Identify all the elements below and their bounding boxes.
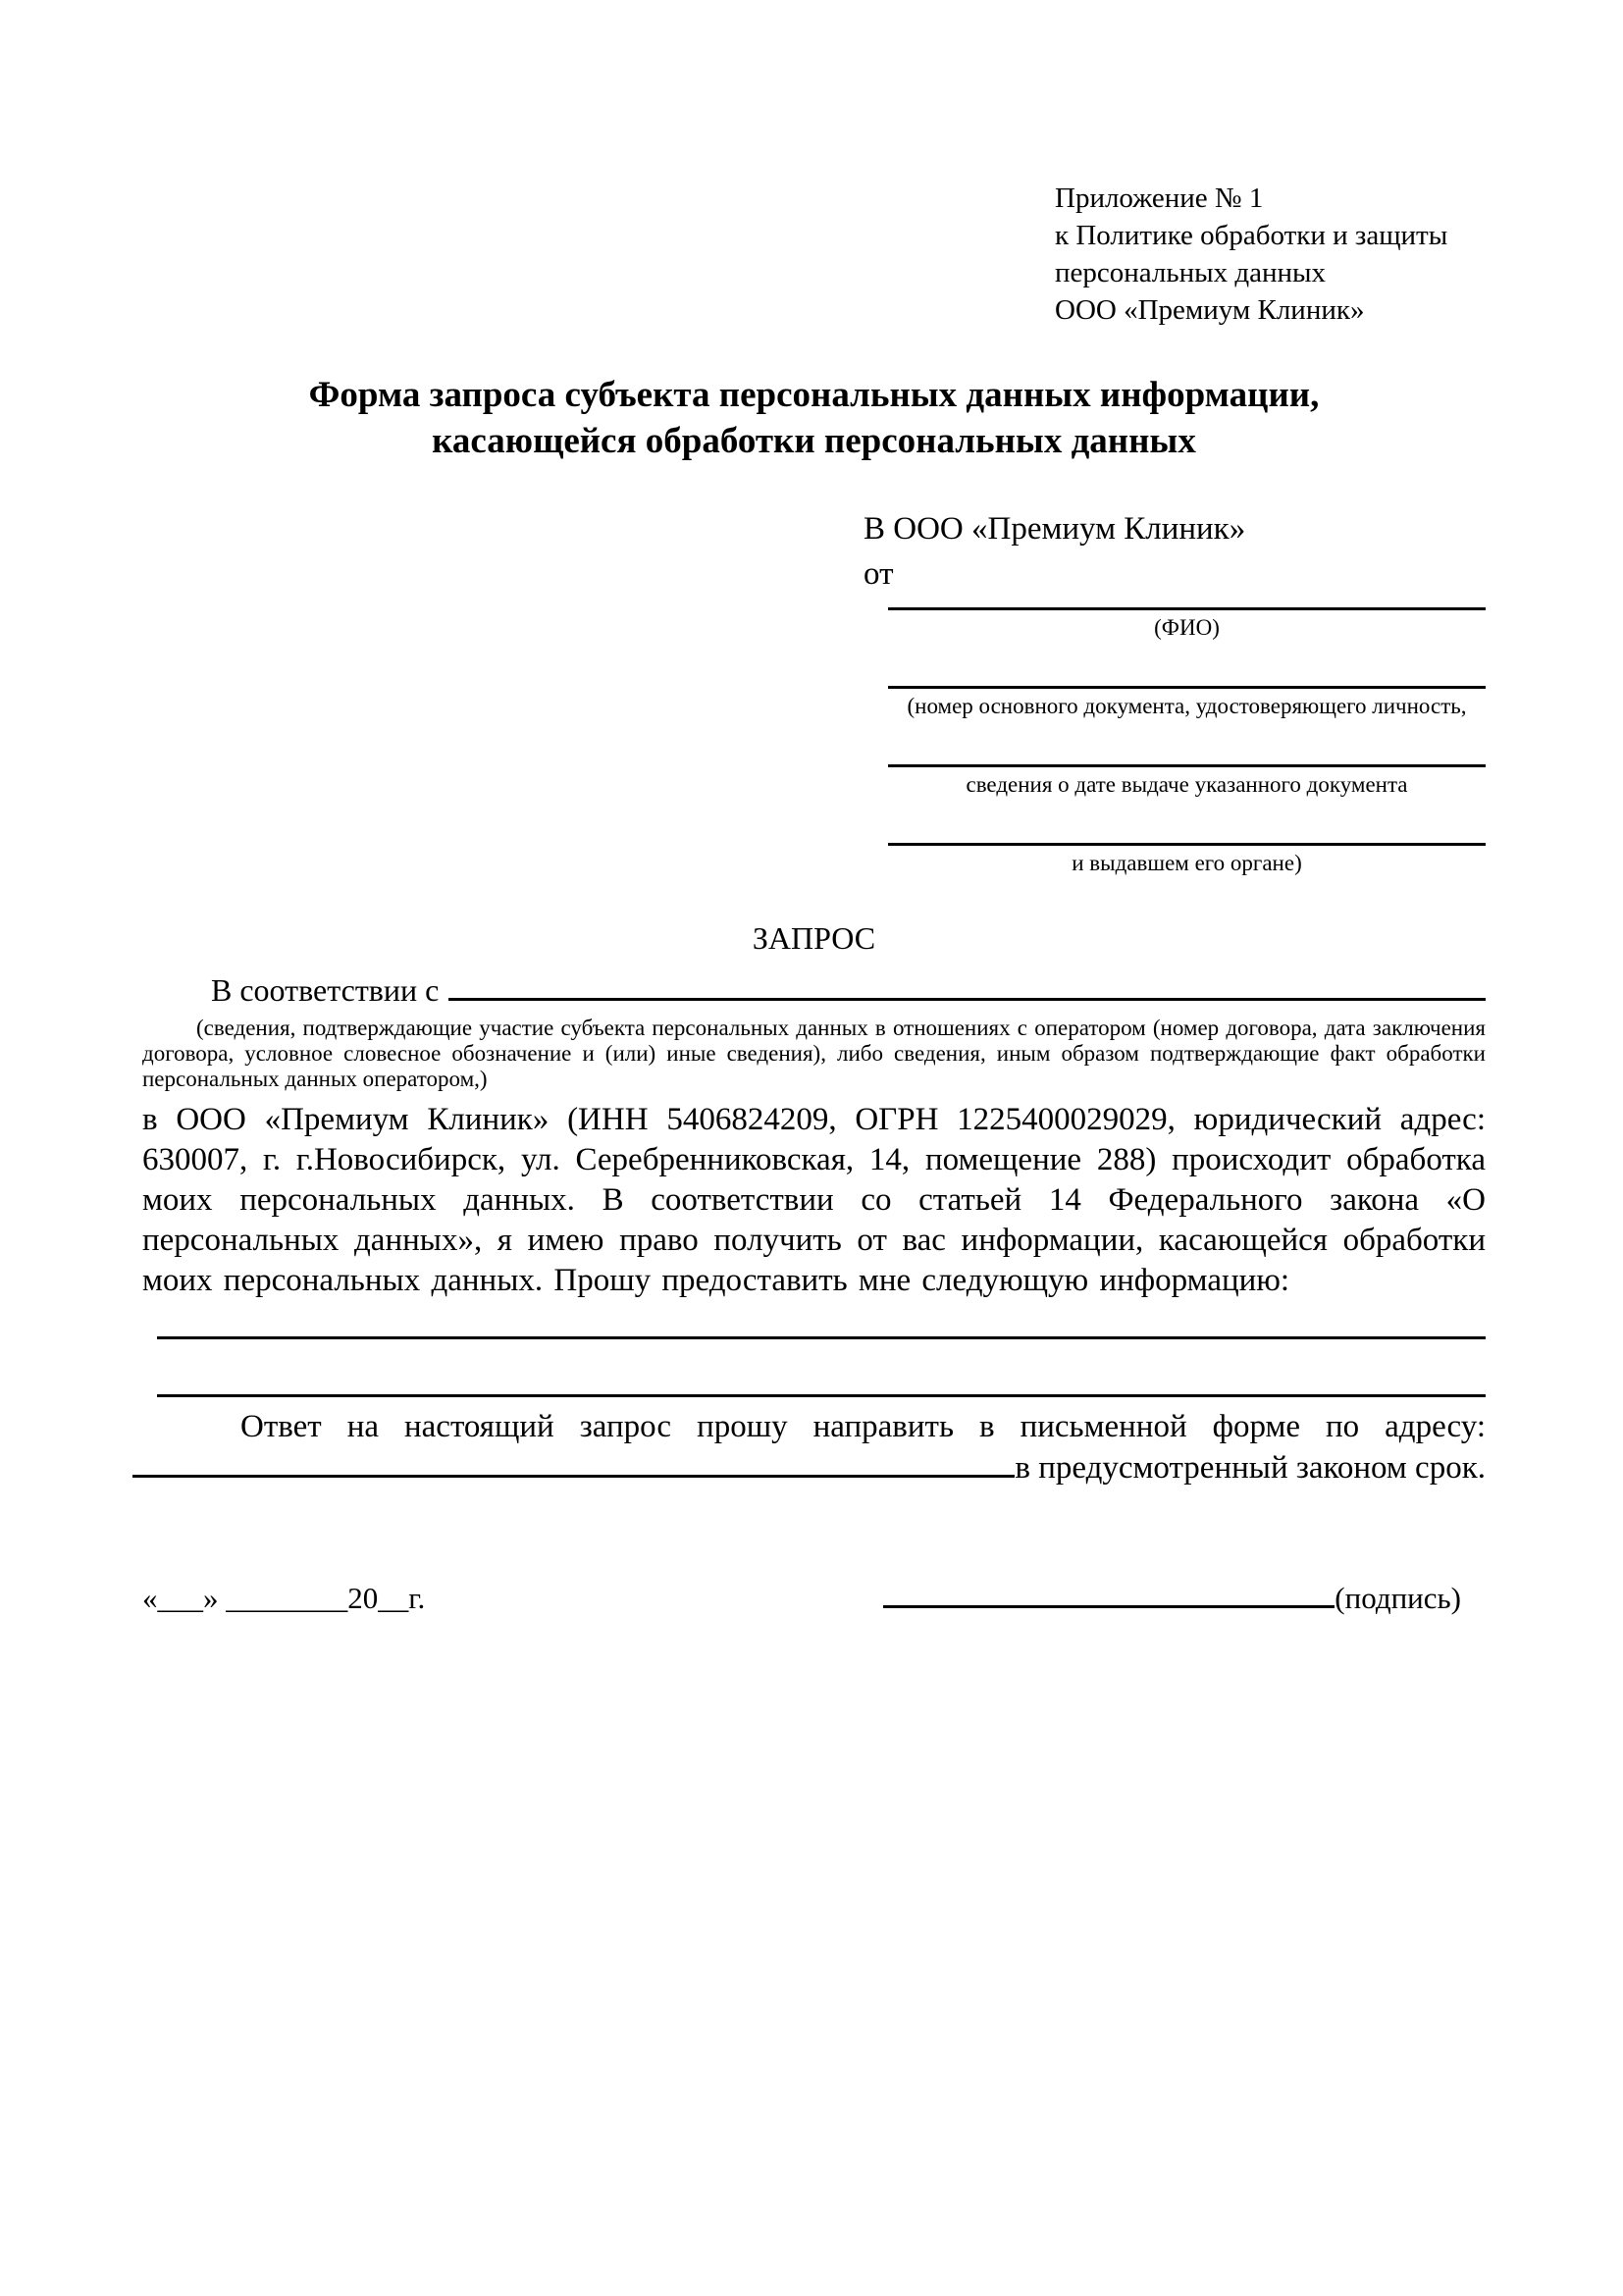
- signature-caption: (подпись): [1335, 1581, 1461, 1615]
- issue-date-field-caption: сведения о дате выдаче указанного документа: [966, 772, 1408, 797]
- addressee-block: [864, 509, 1486, 878]
- appendix-line-3: персональных данных: [1055, 257, 1327, 288]
- document-number-field-line: [888, 643, 1486, 689]
- accordance-label: В соответствии с: [211, 972, 440, 1008]
- request-heading: ЗАПРОС: [752, 920, 876, 956]
- addressee-from-label: от: [864, 556, 894, 592]
- request-body-paragraph: в ООО «Премиум Клиник» (ИНН 5406824209, ОГРН 1225400029029, юридический адрес: 630007, г. г.Новосибирск, ул. Серебренниковская, 14, помещение 288) происходит обработка моих персональных данных. В соответствии со статьей 14 Федерального закона «О персональных данных», я имею право получить от вас информации, касающейся обработки моих персональных данных. Прошу предоставить мне следующую информацию:: [142, 1102, 1486, 1298]
- date-signature-row: [142, 1579, 1486, 1618]
- fio-field-caption: (ФИО): [1154, 615, 1220, 640]
- issue-date-field-line: [888, 721, 1486, 767]
- issuing-authority-field-line: [888, 800, 1486, 846]
- reply-sentence: Ответ на настоящий запрос прошу направить в письменной форме по адресу:: [240, 1409, 1486, 1444]
- appendix-line-2: к Политике обработки и защиты: [1055, 220, 1448, 251]
- document-title-line-1: Форма запроса субъекта персональных данных информации,: [308, 375, 1320, 415]
- address-field-line: [132, 1447, 1015, 1478]
- information-field-line-1: [157, 1301, 1486, 1339]
- information-field-line-2: [157, 1339, 1486, 1397]
- reply-tail-text: в предусмотренный законом срок.: [1015, 1450, 1486, 1486]
- appendix-header: [1055, 180, 1486, 329]
- document-content: [142, 180, 1486, 1618]
- reply-address-row: [142, 1447, 1486, 1488]
- date-template: «___» ________20__г.: [142, 1581, 426, 1615]
- fio-field-line: [888, 594, 1486, 610]
- addressee-to: В ООО «Премиум Клиник»: [864, 511, 1246, 547]
- signature-field-line: [883, 1580, 1335, 1608]
- document-title: [142, 372, 1486, 464]
- document-title-line-2: касающейся обработки персональных данных: [432, 421, 1196, 461]
- fine-print-note: (сведения, подтверждающие участие субъекта персональных данных в отношениях с оператором (номер договора, дата заключения договора, условное словесное обозначение и (или) иные сведения), либо сведения, иным образом подтверждающие факт обработки персональных данных оператором,): [142, 1016, 1486, 1091]
- signature-block: [883, 1579, 1461, 1618]
- issuing-authority-field-caption: и выдавшем его органе): [1072, 851, 1302, 875]
- accordance-field-line: [448, 968, 1486, 1001]
- document-number-field-caption: (номер основного документа, удостоверяющего личность,: [907, 694, 1467, 718]
- appendix-line-4: ООО «Премиум Клиник»: [1055, 294, 1365, 326]
- accordance-row: [142, 968, 1486, 1010]
- appendix-line-1: Приложение № 1: [1055, 183, 1264, 214]
